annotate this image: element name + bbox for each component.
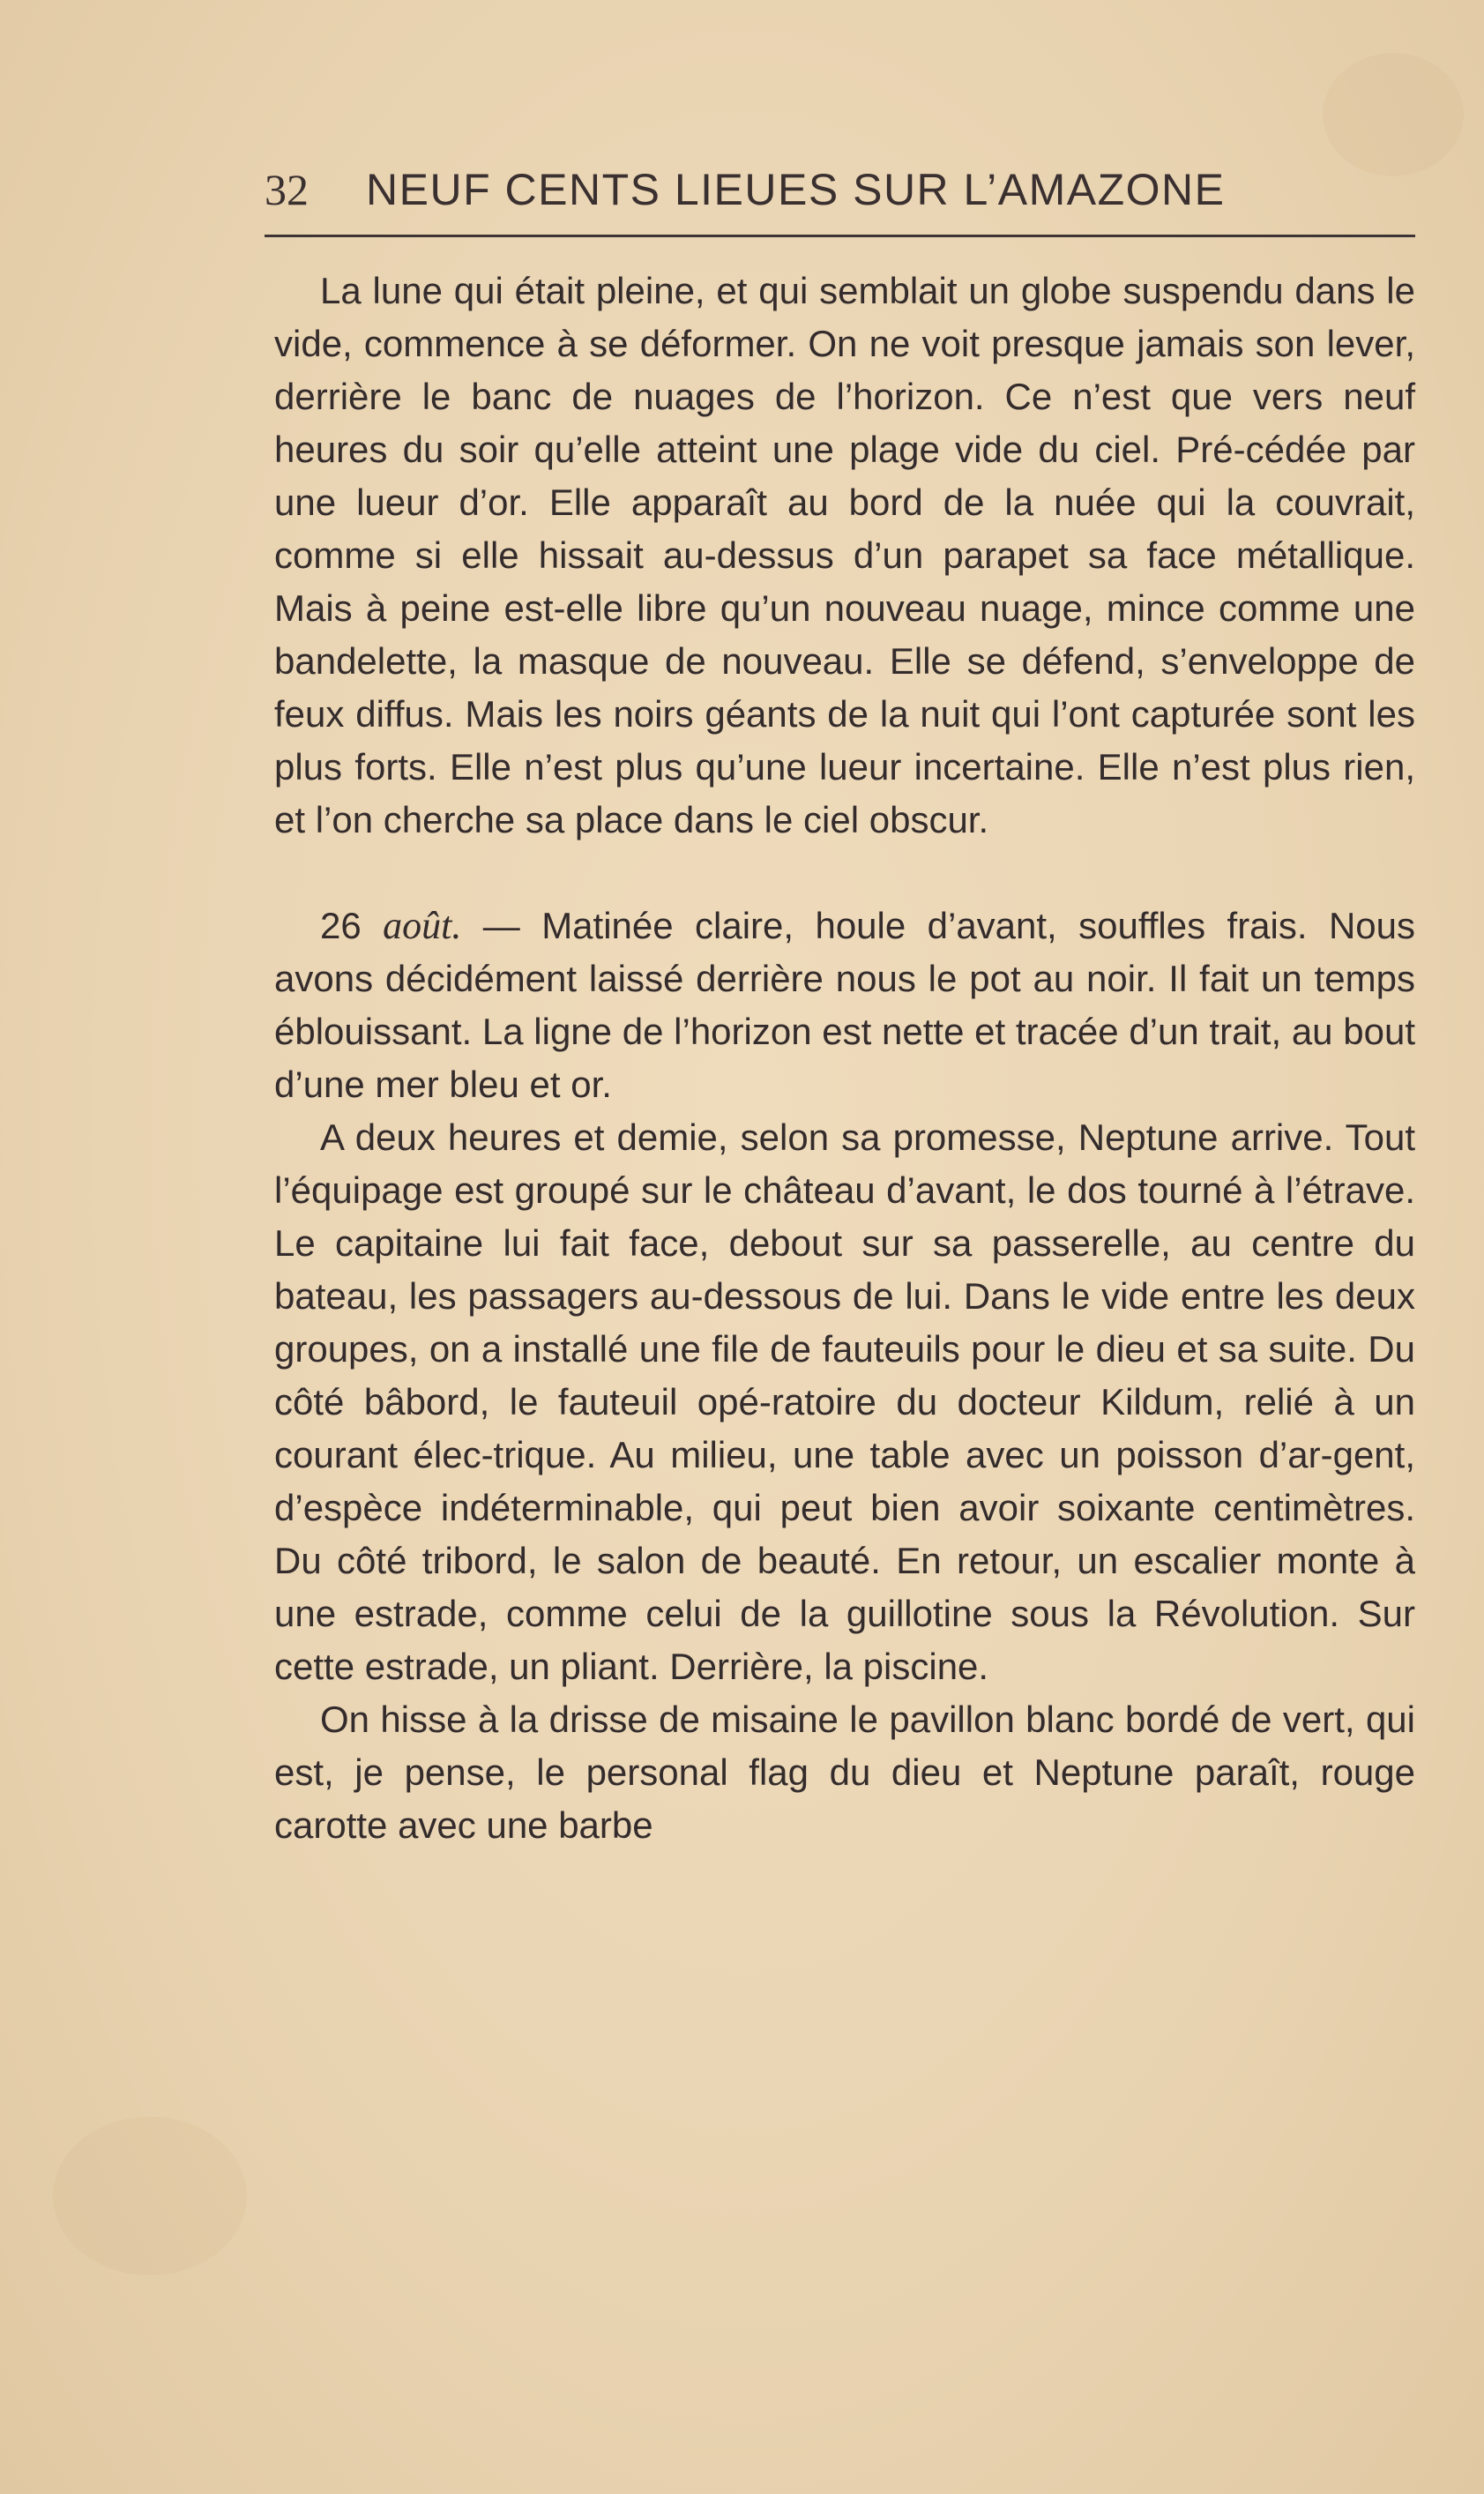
page-header: [265, 159, 1415, 220]
paragraph-august-26-text: — Matinée claire, houle d’avant, souffles frais. Nous avons décidément laissé derrière nous le pot au noir. Il fait un temps éblouissant. La ligne de l’horizon est nette et tracée d’un trait, au bout d’une mer bleu et or.: [274, 905, 1415, 1105]
header-rule: [265, 235, 1415, 237]
paper-stain: [53, 2117, 247, 2275]
paragraph-neptune-arrives: A deux heures et demie, selon sa promesse, Neptune arrive. Tout l’équipage est groupé sur le château d’avant, le dos tourné à l’étrave. Le capitaine lui fait face, debout sur sa passerelle, au centre du bateau, les passagers au-dessous de lui. Dans le vide entre les deux groupes, on a installé une file de fauteuils pour le dieu et sa suite. Du côté bâbord, le fauteuil opé-ratoire du docteur Kildum, relié à un courant élec-trique. Au milieu, une table avec un poisson d’ar-gent, d’espèce indéterminable, qui peut bien avoir soixante centimètres. Du côté tribord, le salon de beauté. En retour, un escalier monte à une estrade, comme celui de la guillotine sous la Révolution. Sur cette estrade, un pliant. Derrière, la piscine.: [274, 1116, 1415, 1687]
paragraph-flag: On hisse à la drisse de misaine le pavillon blanc bordé de vert, qui est, je pense, le personal flag du dieu et Neptune paraît, rouge carotte avec une barbe: [274, 1699, 1415, 1846]
date-month: août.: [383, 904, 462, 947]
paper-stain: [1323, 53, 1464, 176]
page-number: 32: [265, 165, 309, 214]
running-title: NEUF CENTS LIEUES SUR L’AMAZONE: [366, 165, 1226, 214]
date-day: 26: [320, 905, 362, 946]
body-text: [274, 265, 1415, 1852]
paragraph-august-26: [274, 900, 1415, 1111]
paragraph-moon: La lune qui était pleine, et qui semblait un globe suspendu dans le vide, commence à se déformer. On ne voit presque jamais son lever, derrière le banc de nuages de l’horizon. Ce n’est que vers neuf heures du soir qu’elle atteint une plage vide du ciel. Pré-cédée par une lueur d’or. Elle apparaît au bord de la nuée qui la couvrait, comme si elle hissait au-dessus d’un parapet sa face métallique. Mais à peine est-elle libre qu’un nouveau nuage, mince comme une bandelette, la masque de nouveau. Elle se défend, s’enveloppe de feux diffus. Mais les noirs géants de la nuit qui l’ont capturée sont les plus forts. Elle n’est plus qu’une lueur incertaine. Elle n’est plus rien, et l’on cherche sa place dans le ciel obscur.: [274, 270, 1415, 840]
